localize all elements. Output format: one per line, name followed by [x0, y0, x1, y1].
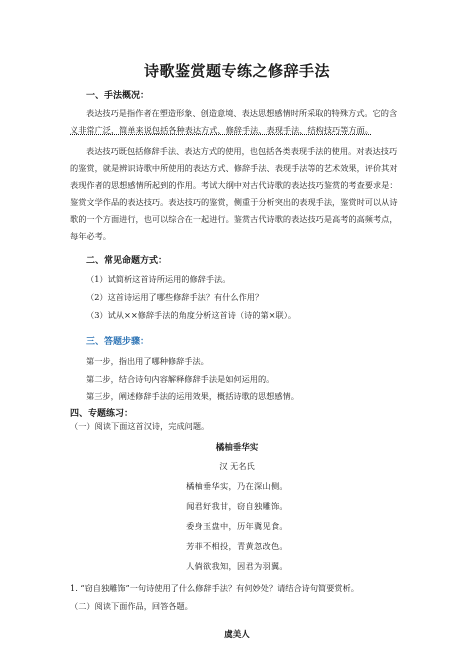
- page-title: 诗歌鉴赏题专练之修辞手法: [143, 62, 330, 80]
- section4-sub2: （二）阅读下面作品，回答各题。: [70, 601, 193, 611]
- section1-para1-line1: 表达技巧是指作者在塑造形象、创造意境、表达思想感情时所采取的特殊方式。它的含: [86, 108, 398, 118]
- question-1: 1. “窃自独雕饰”一句诗使用了什么修辞手法？有何妙处？请结合诗句简要赏析。: [70, 583, 359, 593]
- section1-para2-line4: 鉴赏文学作品的表达技巧。表达技巧的鉴赏，侧重于分析突出的表现手法，鉴赏时可以从诗: [70, 197, 398, 207]
- poem1-line-4: 芳菲不相投，青黄忽改色。: [186, 541, 288, 551]
- poem1-line-5: 人倘欲我知，因君为羽翼。: [186, 561, 288, 571]
- section1-para2-line2: 的鉴赏，就是辨识诗歌中所使用的表达方式、修辞手法、表现手法等的艺术效果，评价其对: [70, 163, 398, 173]
- section2-item-1: （1）试简析这首诗所运用的修辞手法。: [86, 274, 231, 284]
- poem1-line-3: 委身玉盘中，历年冀见食。: [186, 521, 288, 531]
- poem1-title: 橘柚垂华实: [215, 443, 259, 453]
- section1-para2-line3: 表现作者的思想感情所起到的作用。考试大纲中对古代诗歌的表达技巧鉴赏的考查要求是：: [70, 180, 398, 190]
- section2-item-3: （3）试从××修辞手法的角度分析这首诗（诗的第×联）。: [86, 310, 297, 320]
- section1-para2-line1: 表达技巧既包括修辞手法、表达方式的使用，也包括各类表现手法的使用。对表达技巧: [86, 146, 398, 156]
- section1-heading: 一、手法概况：: [86, 91, 150, 101]
- section3-step-2: 第二步，结合诗句内容解释修辞手法是如何运用的。: [86, 374, 275, 384]
- section1-para2-line6: 每年必考。: [70, 231, 111, 241]
- poem1-line-1: 橘柚垂华实，乃在深山侧。: [186, 481, 288, 491]
- section2-heading: 二、常见命题方式：: [86, 256, 168, 266]
- section1-para2-line5: 歌的一个方面进行，也可以综合在一起进行。鉴赏古代诗歌的表达技巧是高考的高频考点，: [70, 214, 398, 224]
- section4-sub1: （一）阅读下面这首汉诗，完成问题。: [70, 421, 210, 431]
- section1-para1-line2-text: 义非常广泛，简单来说包括各种表达方式、修辞手法、表现手法、结构技巧等方面。: [70, 125, 373, 135]
- poem1-line-2: 闻君好我甘，窃自独雕饰。: [186, 501, 288, 511]
- section4-heading: 四、专题练习：: [70, 409, 134, 419]
- poem1-author: 汉 无名氏: [219, 461, 255, 471]
- section2-item-2: （2）这首诗运用了哪些修辞手法？有什么作用？: [86, 292, 264, 302]
- section1-para1-line2: [70, 125, 373, 136]
- section3-step-3: 第三步，阐述修辞手法的运用效果，概括诗歌的思想感情。: [86, 391, 299, 401]
- poem2-title: 虞美人: [224, 630, 250, 640]
- section3-heading: 三、答题步骤：: [86, 337, 150, 347]
- section3-step-1: 第一步，指出用了哪种修辞手法。: [86, 356, 209, 366]
